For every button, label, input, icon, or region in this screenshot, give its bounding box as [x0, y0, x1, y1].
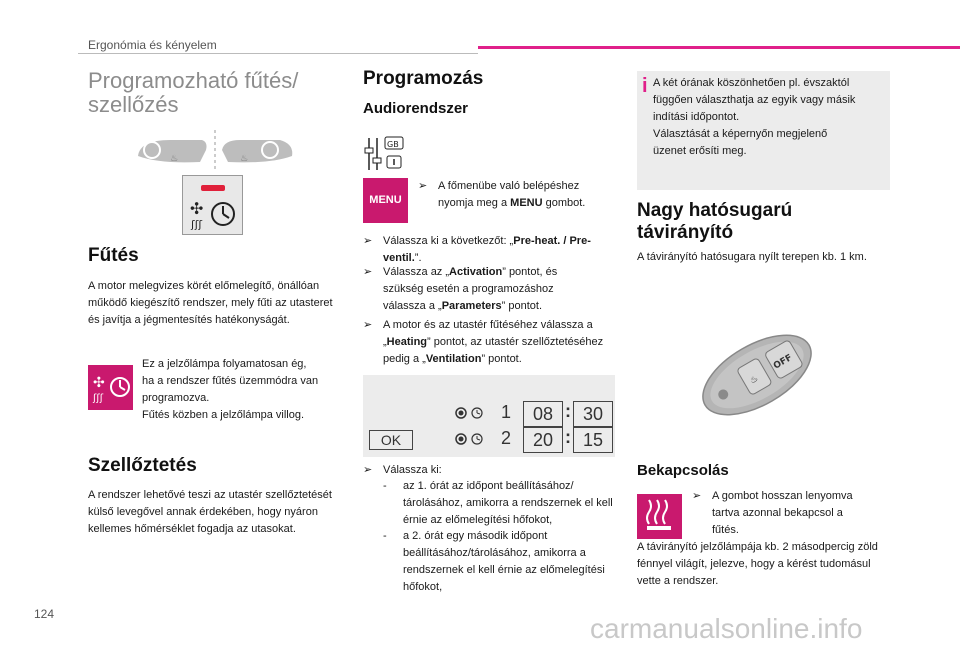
- heating-heading: Fűtés: [88, 245, 139, 266]
- step-activation: ➢ Válassza az „Activation” pontot, és szükség esetén a programozáshoz válassza a „Parameters” pontot.: [363, 266, 558, 312]
- info-text: A két órának köszönhetően pl. évszaktól függően választhatja az egyik vagy másik indítási időpontot. Választását a képernyőn megjelenő üzenet erősíti meg.: [653, 77, 856, 157]
- remote-range-text: A távirányító hatósugara nyílt terepen kb. 1 km.: [637, 251, 867, 263]
- clock-option-2: - a 2. órát egy második időpont beállításához/tárolásához, amikorra a rendszernek el kell érnie az előmelegítési hőfokot,: [383, 530, 605, 593]
- step-select-clock: ➢ Válassza ki:: [363, 462, 615, 479]
- arrow-icon: ➢: [363, 319, 373, 331]
- arrow-icon: ➢: [418, 180, 428, 192]
- timer-display-panel: [363, 375, 615, 457]
- timer1-hours[interactable]: 08: [523, 401, 563, 427]
- arrow-icon: ➢: [363, 266, 373, 278]
- header-divider: [78, 53, 478, 54]
- seat-heating-illustration: [130, 128, 300, 173]
- svg-text:♨: ♨: [240, 154, 249, 164]
- heating-control-panel: [182, 175, 243, 235]
- svg-text:ʃʃʃ: ʃʃʃ: [191, 218, 203, 230]
- heating-description: A motor melegvizes körét előmelegítő, önállóan működő kiegészítő rendszer, mely fűti az utasteret és javítja a jégmentesítés hatékonyságát.: [88, 280, 333, 326]
- timer2-number: 2: [501, 428, 512, 448]
- timer2-indicator: [453, 429, 498, 449]
- timer2-hours[interactable]: 20: [523, 427, 563, 453]
- remote-heat-button-icon: [637, 494, 682, 539]
- timer2-colon: :: [565, 427, 571, 447]
- timer1-indicator: [453, 403, 498, 423]
- fan-timer-icon: [189, 196, 237, 230]
- remote-heading: Nagy hatósugarú távirányító: [637, 200, 793, 243]
- svg-text:♨: ♨: [170, 154, 179, 164]
- timer1-minutes[interactable]: 30: [573, 401, 613, 427]
- heating-lamp-icon: [88, 365, 133, 410]
- clock-option-1: - az 1. órát az időpont beállításához/ tárolásához, amikorra a rendszernek el kell érnie az előmelegítési hőfokot,: [383, 480, 613, 526]
- arrow-icon: ➢: [363, 235, 373, 247]
- info-box: [637, 71, 890, 190]
- ok-button[interactable]: OK: [369, 430, 413, 450]
- svg-text:✣: ✣: [190, 199, 204, 218]
- page-title: Programozható fűtés/ szellőzés: [88, 68, 299, 117]
- audio-system-subheading: Audiorendszer: [363, 100, 469, 117]
- step-preheat: ➢ Válassza ki a következőt: „Pre-heat. / Pre-ventil.”.: [363, 235, 591, 264]
- timer1-colon: :: [565, 401, 571, 421]
- settings-sliders-icon: [363, 134, 408, 174]
- timer2-minutes[interactable]: 15: [573, 427, 613, 453]
- switch-on-heading: Bekapcsolás: [637, 462, 729, 479]
- step-menu: ➢ A főmenübe való belépéshez nyomja meg a MENU gombot.: [418, 180, 586, 209]
- gb-label: GB: [387, 140, 399, 149]
- svg-text:ʃʃʃ: ʃʃʃ: [93, 393, 104, 404]
- lamp-description: Ez a jelzőlámpa folyamatosan ég, ha a rendszer fűtés üzemmódra van programozva. Fűtés közben a jelzőlámpa villog.: [142, 358, 319, 421]
- section-header: Ergonómia és kényelem: [88, 38, 217, 52]
- ventilation-heading: Szellőztetés: [88, 455, 197, 476]
- info-icon: i: [642, 75, 648, 97]
- switch-on-step: ➢ A gombot hosszan lenyomva tartva azonnal bekapcsol a fűtés.: [692, 490, 853, 536]
- ventilation-description: A rendszer lehetővé teszi az utastér szellőztetését külső levegővel annak érdekében, hogy nyáron kellemes hőmérséklet fogadja az utasokat.: [88, 489, 332, 535]
- remote-control-illustration: [690, 320, 825, 430]
- indicator-lamp: [201, 185, 225, 191]
- menu-button-icon: MENU: [363, 178, 408, 223]
- svg-text:✣: ✣: [93, 375, 105, 391]
- arrow-icon: ➢: [692, 490, 702, 502]
- heat-button-icon: ♨: [748, 373, 761, 387]
- step-heating-ventilation: ➢ A motor és az utastér fűtéséhez válassza a „Heating” pontot, az utastér szellőztetéséhez pedig a „Ventilation” pontot.: [363, 319, 604, 365]
- arrow-icon: ➢: [363, 464, 373, 476]
- header-accent-bar: [478, 46, 960, 49]
- programming-heading: Programozás: [363, 68, 484, 89]
- watermark: carmanualsonline.info: [590, 613, 863, 644]
- off-label: OFF: [771, 352, 795, 372]
- timer1-number: 1: [501, 402, 512, 422]
- switch-on-text: A távirányító jelzőlámpája kb. 2 másodpercig zöld fénnyel világít, jelezve, hogy a kérést tudomásul vette a rendszer.: [637, 541, 878, 587]
- page-number: 124: [34, 607, 55, 621]
